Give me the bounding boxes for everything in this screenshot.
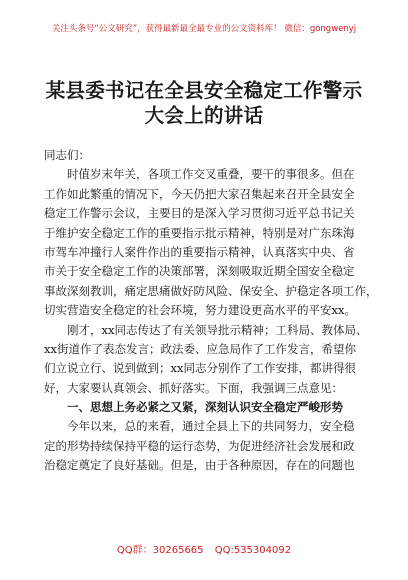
body-line: 工作如此繁重的情况下，今天仍把大家召集起来召开全县安全: [44, 186, 355, 201]
body-line: 们立说立行、说到做到；xx同志分别作了工作安排，都讲得很: [44, 361, 356, 376]
body-line: 今年以来，总的来看，通过全县上下的共同努力，安全稳: [44, 419, 355, 434]
body-line: 刚才，xx同志传达了有关领导批示精神；工科局、教体局、: [44, 322, 368, 337]
section-heading: 一、思想上务必紧之又紧，深刻认识安全稳定严峻形势: [44, 400, 343, 415]
body-line: 于维护安全稳定工作的重要指示批示精神，特别是对广东珠海: [44, 225, 355, 240]
body-line: xx街道作了表态发言；政法委、应急局作了工作发言，希望你: [44, 341, 356, 356]
document-title: [0, 78, 408, 128]
document-body: [44, 146, 378, 476]
body-line: 市关于安全稳定工作的决策部署，深刻吸取近期全国安全稳定: [44, 264, 355, 279]
title-line-1: 某县委书记在全县安全稳定工作警示: [45, 79, 363, 102]
footer-qq: QQ:535304092: [214, 545, 292, 556]
salutation: 同志们：: [44, 148, 90, 162]
footer-contact: [0, 541, 408, 556]
body-line: 定的形势持续保持平稳的运行态势，为促进经济社会发展和政: [44, 438, 355, 453]
body-line: 市驾车冲撞行人案件作出的重要指示精神，认真落实中央、省: [44, 244, 355, 259]
body-line: 切实营造安全稳定的社会环境，努力建设更高水平的平安xx。: [44, 303, 356, 318]
body-line: 好，大家要认真领会、抓好落实。下面，我强调三点意见：: [44, 380, 343, 395]
title-line-2: 大会上的讲话: [144, 104, 264, 127]
body-line: 稳定工作警示会议，主要目的是深入学习贯彻习近平总书记关: [44, 206, 355, 221]
body-line: 时值岁末年关，各项工作交叉重叠，要干的事很多。但在: [44, 167, 355, 182]
body-line: 事故深刻教训，痛定思痛做好防风险、保安全、护稳定各项工作，: [44, 283, 378, 298]
footer-qq-group: QQ群：30265665: [116, 545, 204, 556]
header-banner: 关注头条号“公文研究”，获得最新最全最专业的公文资料库！ 微信：gongwenyj: [51, 24, 357, 34]
body-line: 治稳定奠定了良好基础。但是，由于各种原因，存在的问题也: [44, 458, 355, 473]
